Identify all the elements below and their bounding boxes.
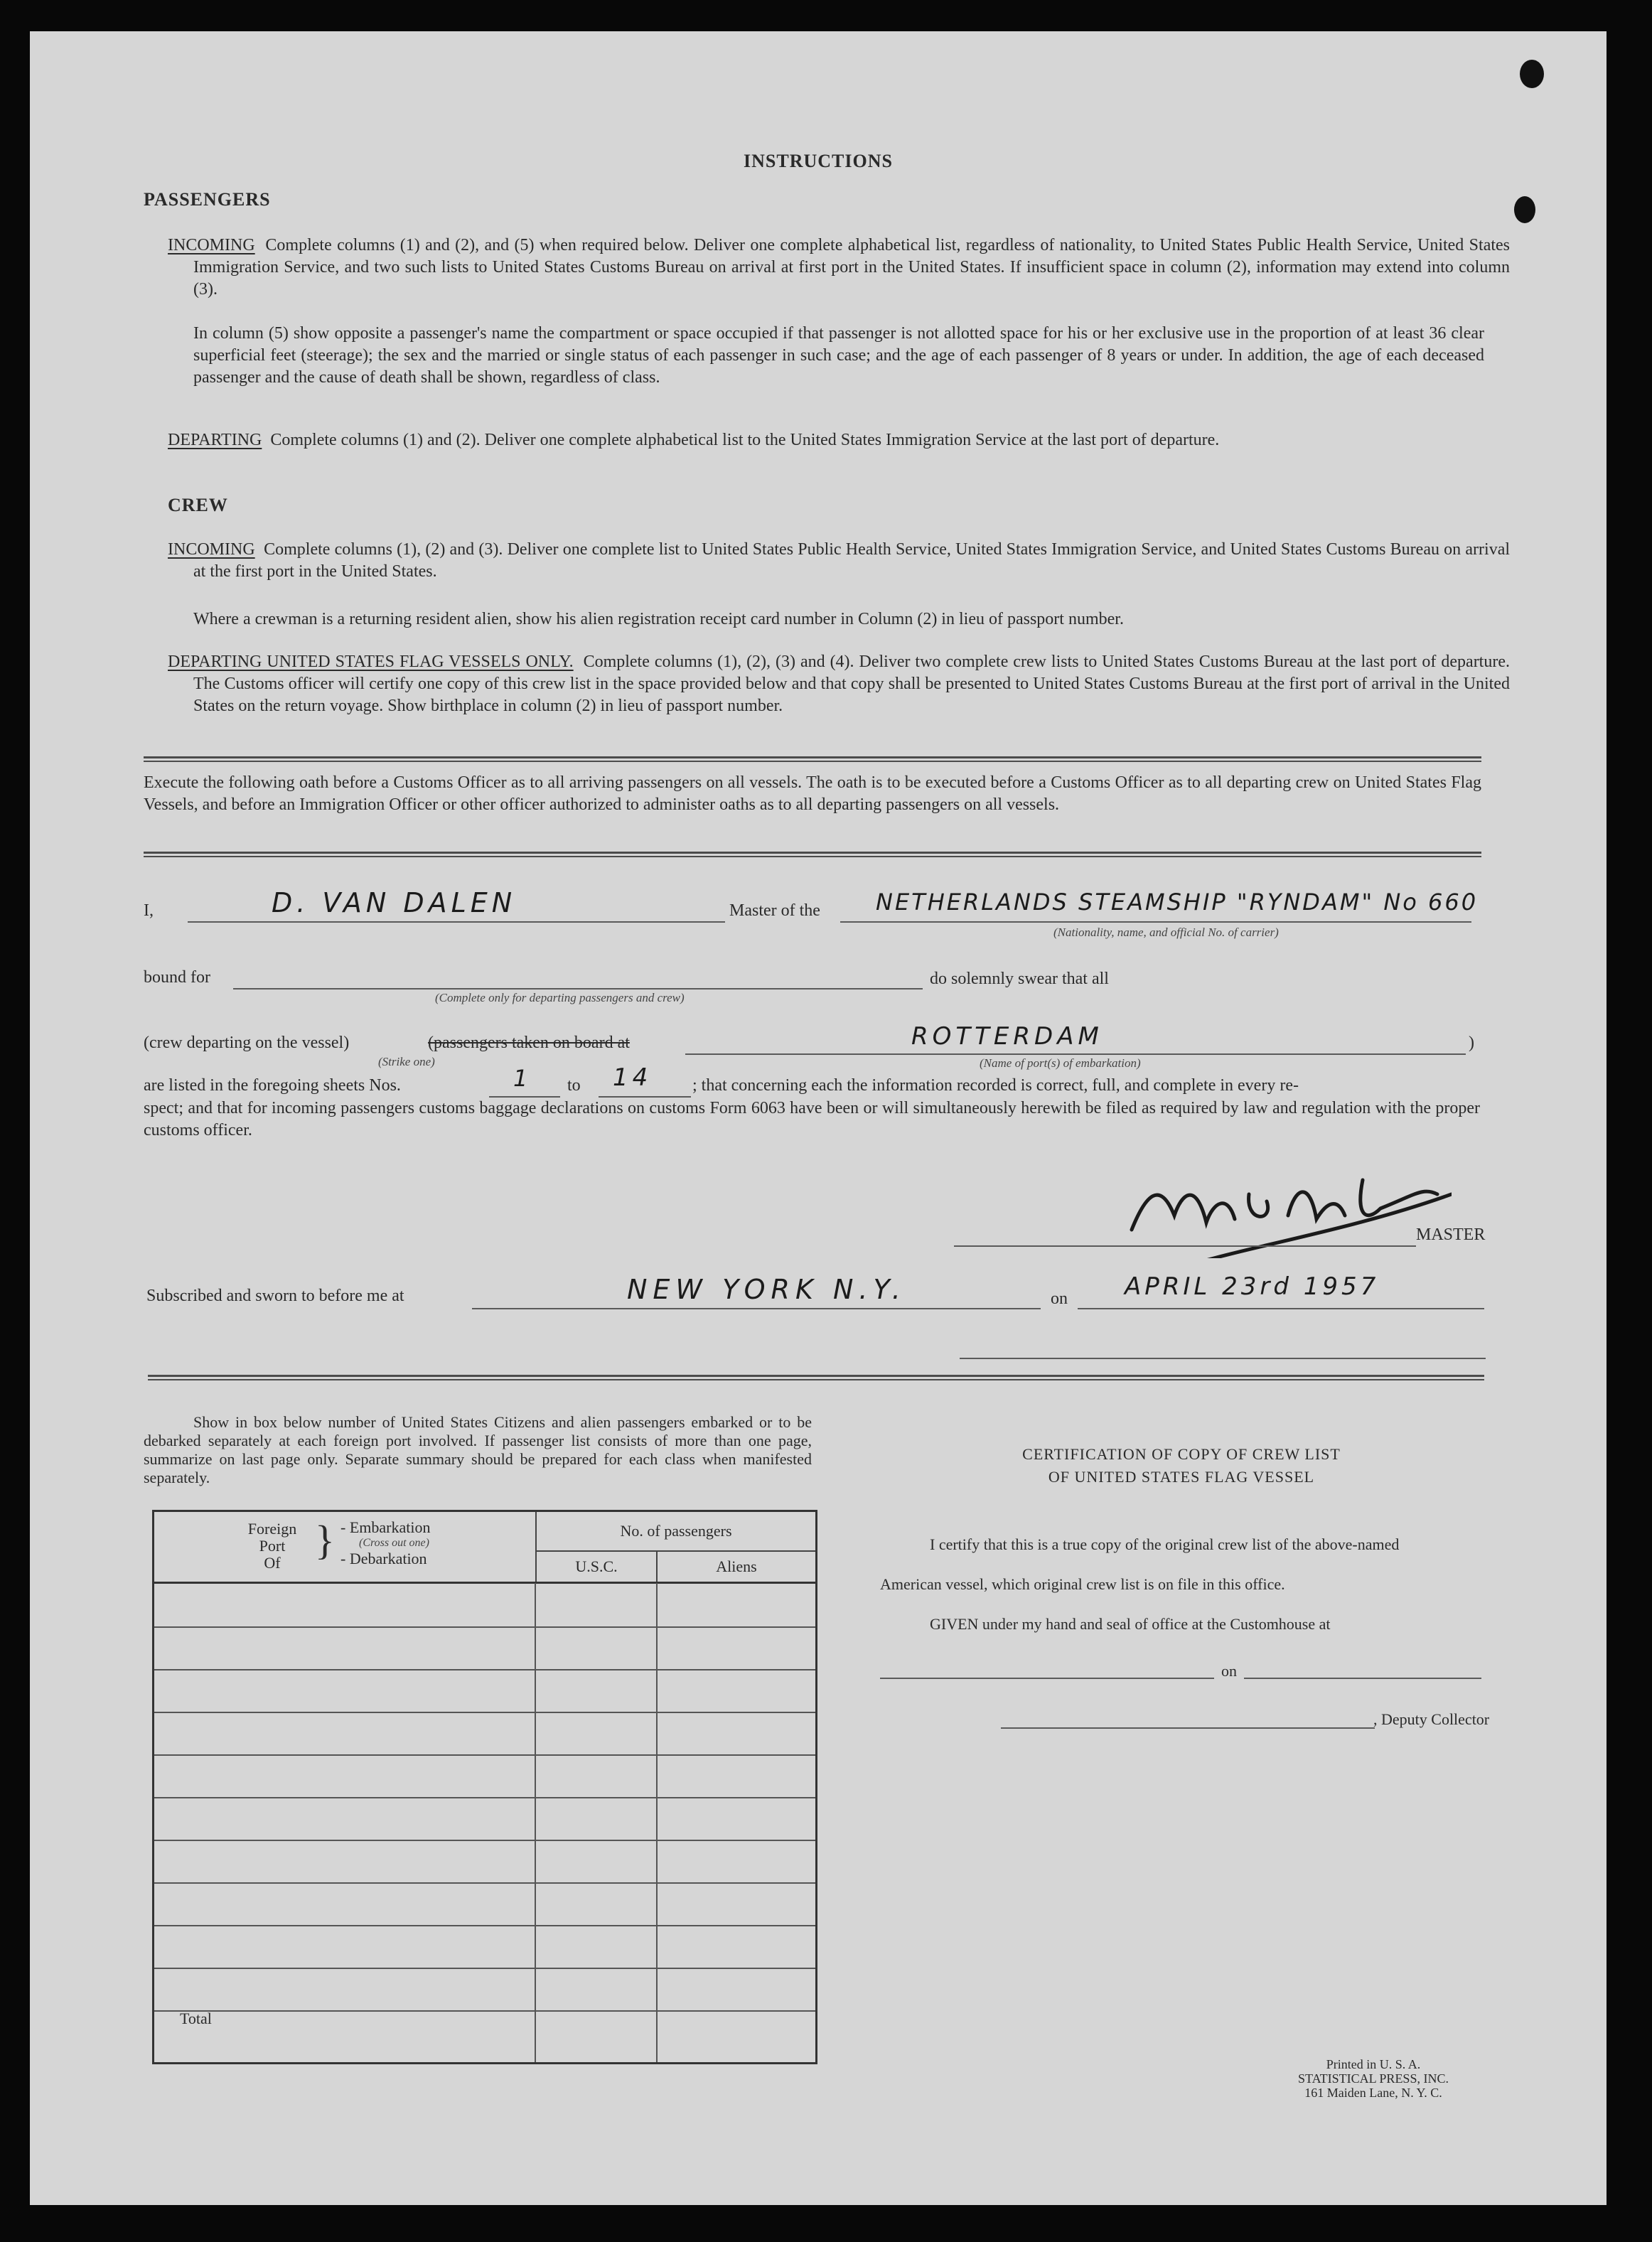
passenger-summary-box: [152, 1510, 817, 2064]
passengers-taken-label: (passengers taken on board at: [428, 1034, 630, 1052]
total-label: Total: [180, 2010, 212, 2027]
crew-heading: CREW: [168, 495, 228, 515]
printer-imprint: Printed in U. S. A. STATISTICAL PRESS, INC. 161 Maiden Lane, N. Y. C.: [1298, 2057, 1449, 2100]
bound-for-caption: (Complete only for departing passengers and crew): [435, 991, 685, 1004]
listed-label: are listed in the foregoing sheets Nos.: [144, 1076, 401, 1095]
aliens-header: Aliens: [716, 1557, 757, 1575]
strike-one-caption: (Strike one): [378, 1055, 435, 1068]
i-label: I,: [144, 901, 154, 920]
master-signature: [1082, 1152, 1452, 1258]
punch-hole-mark: [1514, 196, 1535, 223]
passengers-incoming-text: Complete columns (1) and (2), and (5) when required below. Deliver one complete alphabetical list, regardless of nationality, to United States Public Health Service, United States Immigration Service, and two such lists to United States Customs Bureau on arrival at first port in the United States. If insufficient space in column (2), information may extend into column (3).: [193, 236, 1511, 299]
certify-text: I certify that this is a true copy of the original crew list of the above-named: [930, 1535, 1400, 1553]
certification-on-label: on: [1221, 1662, 1237, 1680]
passengers-incoming-label: INCOMING: [168, 236, 255, 254]
given-text: GIVEN under my hand and seal of office at the Customhouse at: [930, 1615, 1331, 1633]
sworn-place-value: NEW YORK N.Y.: [627, 1274, 906, 1305]
passengers-departing-text: Complete columns (1) and (2). Deliver one complete alphabetical list to the United States Immigration Service at the last port of departure.: [270, 431, 1220, 449]
close-paren: ): [1469, 1034, 1474, 1052]
deputy-collector-label: , Deputy Collector: [1373, 1710, 1490, 1728]
divider-rule: [144, 756, 1481, 762]
sheet-to-value: 14: [613, 1063, 653, 1092]
swear-label: do solemnly swear that all: [930, 970, 1109, 988]
master-label: MASTER: [1416, 1225, 1486, 1244]
flag-vessels-text: Complete columns (1), (2), (3) and (4). Deliver two complete crew lists to United States Customs Bureau at the last port of departure. The Customs officer will certify one copy of this crew list in the space provided below and that copy shall be presented to United States Customs Bureau at the first port of arrival in the United States on the return voyage. Show birthplace in column (2) in lieu of passport number.: [193, 653, 1510, 715]
form-page: [30, 31, 1607, 2205]
crew-incoming-paragraph: [168, 539, 1510, 583]
port-line: [685, 1053, 1466, 1055]
sheet-from-value: 1: [513, 1065, 532, 1092]
divider-rule: [144, 852, 1481, 857]
passengers-heading: PASSENGERS: [144, 189, 271, 210]
to-label: to: [567, 1076, 581, 1095]
instructions-title: INSTRUCTIONS: [744, 151, 893, 171]
brace-icon: }: [315, 1517, 335, 1563]
american-vessel-text: American vessel, which original crew list is on file in this office.: [880, 1575, 1285, 1593]
master-signature-line: [954, 1245, 1416, 1247]
flag-vessels-paragraph: [168, 651, 1510, 717]
embarkation-labels: - Embarkation (Cross out one) - Debarkation: [340, 1518, 431, 1567]
deputy-collector-line: [1001, 1727, 1375, 1729]
sworn-date-line: [1078, 1308, 1484, 1309]
passengers-departing-paragraph: [168, 429, 1510, 451]
punch-hole-mark: [1520, 60, 1544, 88]
master-name-line: [188, 921, 725, 923]
sworn-label: Subscribed and sworn to before me at: [146, 1287, 404, 1305]
column5-paragraph: In column (5) show opposite a passenger's name the compartment or space occupied if that passenger is not allotted space for his or her exclusive use in the proportion of at least 36 clear superficial feet (steerage); the sex and the married or single status of each passenger in such case; and the age of each passenger of 8 years or under. In addition, the age of each deceased passenger and the cause of death shall be shown, regardless of class.: [193, 324, 1484, 387]
master-name-value: D. VAN DALEN: [272, 887, 517, 918]
listed-text-2: spect; and that for incoming passengers customs baggage declarations on customs Form 6063 have been or will simultaneously herewith be filed as required by law and regulation with the proper customs officer.: [144, 1099, 1480, 1139]
crew-departing-label: (crew departing on the vessel): [144, 1034, 350, 1052]
bound-for-line: [233, 988, 923, 989]
foreign-port-of-label: Foreign Port Of: [247, 1520, 297, 1572]
certification-date-line: [1244, 1678, 1481, 1679]
sworn-date-value: APRIL 23rd 1957: [1125, 1272, 1380, 1301]
summary-grid: [154, 1583, 815, 2062]
vessel-value: NETHERLANDS STEAMSHIP "RYNDAM" No 660: [876, 889, 1479, 916]
no-passengers-header: No. of passengers: [537, 1512, 815, 1552]
passengers-incoming-paragraph: [168, 235, 1510, 301]
sworn-place-line: [472, 1308, 1041, 1309]
officer-signature-line: [960, 1358, 1486, 1359]
sworn-on-label: on: [1051, 1289, 1068, 1308]
passengers-departing-label: DEPARTING: [168, 431, 262, 449]
listed-text-1: ; that concerning each the information recorded is correct, full, and complete in every re-: [692, 1076, 1299, 1095]
customhouse-line: [880, 1678, 1214, 1679]
port-caption: (Name of port(s) of embarkation): [980, 1056, 1141, 1070]
master-of-label: Master of the: [729, 901, 820, 920]
flag-vessels-label: DEPARTING UNITED STATES FLAG VESSELS ONLY.: [168, 653, 574, 671]
crew-incoming-text: Complete columns (1), (2) and (3). Deliver one complete list to United States Public Health Service, United States Immigration Service, and United States Customs Bureau on arrival at the first port in the United States.: [193, 540, 1511, 581]
bound-for-label: bound for: [144, 968, 210, 987]
certification-title: CERTIFICATION OF COPY OF CREW LIST OF UNITED STATES FLAG VESSEL: [1022, 1445, 1341, 1486]
crewman-paragraph: Where a crewman is a returning resident alien, show his alien registration receipt card number in Column (2) in lieu of passport number.: [193, 610, 1124, 628]
oath-instruction-paragraph: Execute the following oath before a Customs Officer as to all arriving passengers on all vessels. The oath is to be executed before a Customs Officer as to all departing crew on United States Flag Vessels, and before an Immigration Officer or other officer authorized to administer oaths as to all departing passengers on all vessels.: [144, 773, 1481, 814]
foreign-port-header: [154, 1512, 537, 1582]
crew-incoming-label: INCOMING: [168, 540, 255, 559]
summary-instruction-paragraph: Show in box below number of United States Citizens and alien passengers embarked or to be debarked separately at each foreign port involved. If passenger list consists of more than one page, summarize on last page only. Separate summary should be prepared for each class when manifested separately.: [144, 1413, 812, 1486]
divider-rule: [148, 1375, 1484, 1380]
vessel-line: [840, 921, 1471, 923]
usc-header: U.S.C.: [537, 1552, 658, 1582]
vessel-caption: (Nationality, name, and official No. of carrier): [1053, 926, 1279, 939]
port-value: ROTTERDAM: [911, 1022, 1103, 1051]
